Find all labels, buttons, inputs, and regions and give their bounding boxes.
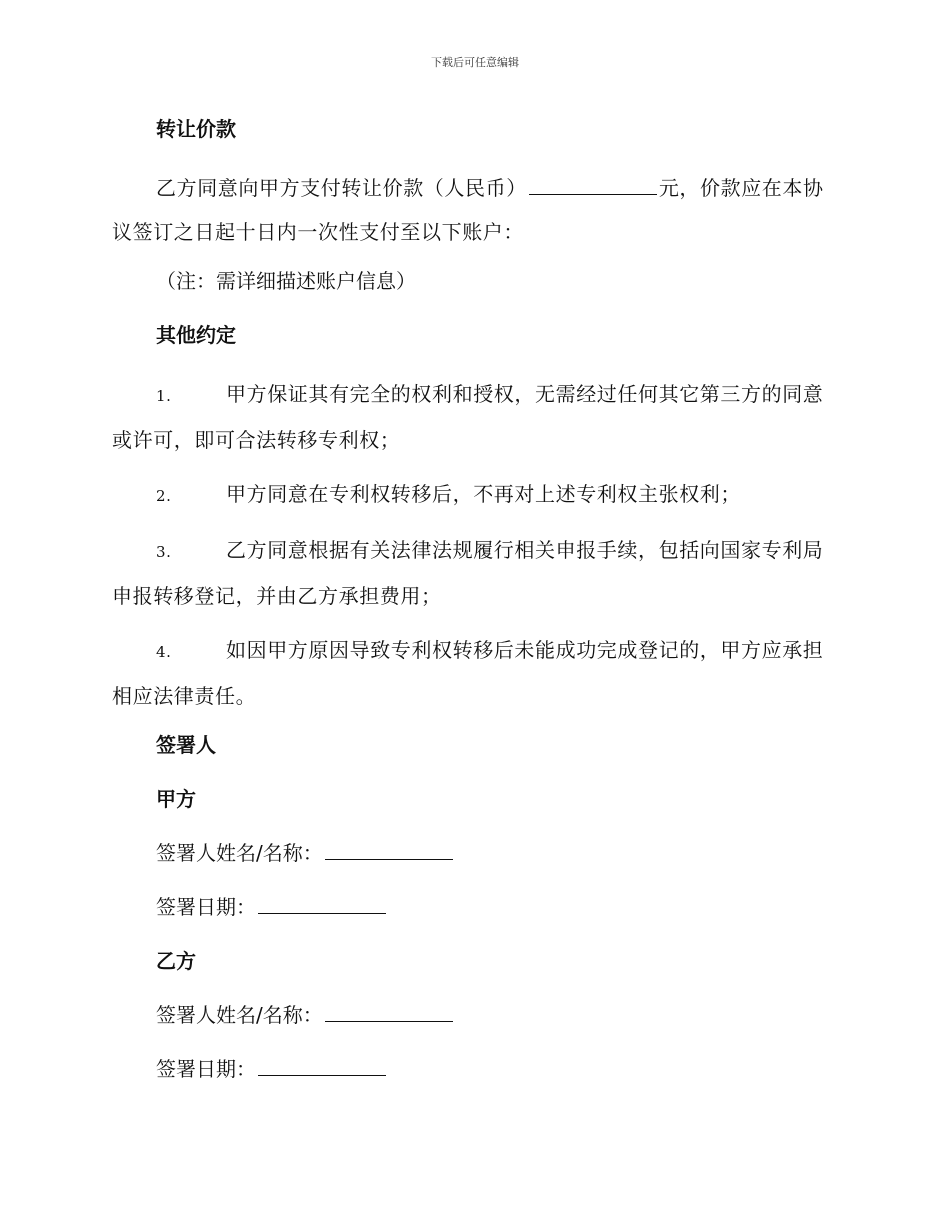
document-body [112,112,832,1106]
party-b-name-label: 签署人姓名/名称： [156,1003,323,1027]
section-heading-signatories: 签署人 [156,733,216,757]
party-a-name-blank[interactable] [325,837,453,860]
party-b-date-blank[interactable] [258,1053,386,1076]
party-b-heading: 乙方 [156,949,196,973]
party-b-date-field [112,1052,832,1086]
terms-item [112,628,832,718]
item-text: 甲方保证其有完全的权利和授权，无需经过任何其它第三方的同意或许可，即可合法转移专利权； [112,382,824,452]
item-number: 4. [156,643,172,661]
item-number: 3. [156,543,172,561]
item-number: 1. [156,387,172,405]
section-heading-other-terms: 其他约定 [156,323,236,347]
party-a-date-label: 签署日期： [156,895,256,919]
party-a-name-field [112,836,832,870]
item-number: 2. [156,487,172,505]
section-heading-transfer-price: 转让价款 [156,117,236,141]
terms-item [112,528,832,618]
party-b-name-blank[interactable] [325,999,453,1022]
party-b-name-field [112,998,832,1032]
terms-item [112,472,832,518]
terms-item [112,372,832,462]
page-header-note: 下载后可任意编辑 [431,56,519,69]
amount-blank[interactable] [529,172,657,195]
transfer-price-text-before: 乙方同意向甲方支付转让价款（人民币） [156,176,527,200]
party-a-name-label: 签署人姓名/名称： [156,841,323,865]
party-a-heading: 甲方 [156,787,196,811]
item-text: 乙方同意根据有关法律法规履行相关申报手续，包括向国家专利局申报转移登记，并由乙方承担费用； [112,538,824,608]
party-b-date-label: 签署日期： [156,1057,256,1081]
transfer-price-paragraph [112,166,832,254]
party-a-date-field [112,890,832,924]
account-note: （注：需详细描述账户信息） [156,269,416,293]
item-text: 甲方同意在专利权转移后，不再对上述专利权主张权利； [226,482,741,506]
item-text: 如因甲方原因导致专利权转移后未能成功完成登记的，甲方应承担相应法律责任。 [112,638,824,708]
party-a-date-blank[interactable] [258,891,386,914]
transfer-price-text-after: 元，价款应在本协议签订之日起十日内一次性支付至以下账户： [112,176,824,244]
